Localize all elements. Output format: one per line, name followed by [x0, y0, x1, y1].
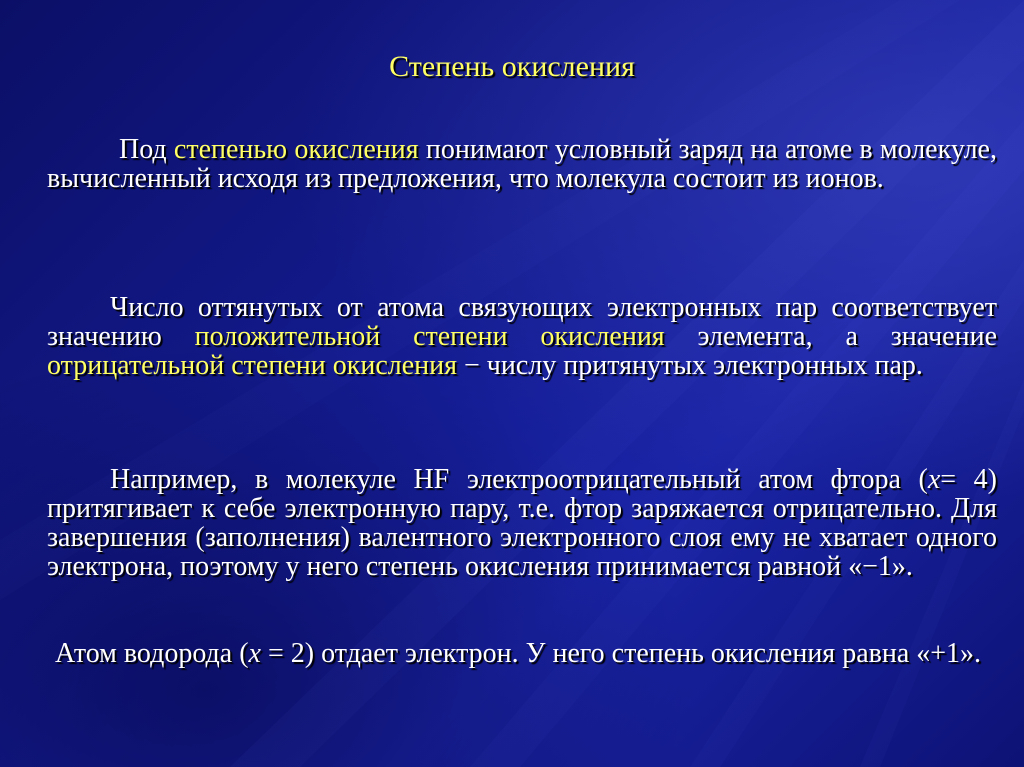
hf-example-text-1: Например, в молекуле HF электроотрицательный атом фтора (	[110, 464, 928, 495]
electron-pairs-text-3: − числу притянутых электронных пар.	[457, 350, 923, 381]
hydrogen-x: х	[248, 638, 261, 669]
electron-pairs-text-1: Число оттянутых от атома связующих электронных пар соответствует значению	[47, 292, 997, 352]
definition-text-2: понимают условный заряд на атоме в молекуле, вычисленный исходя из предложения, что молекула состоит из ионов.	[47, 134, 997, 194]
negative-oxidation-highlight: отрицательной степени окисления	[47, 350, 457, 381]
hydrogen-text-2: = 2) отдает электрон. У него степень окисления равна «+1».	[260, 638, 982, 669]
electron-pairs-text-2: элемента, а значение	[664, 321, 998, 352]
slide-title: Степень окисления	[389, 50, 635, 83]
definition-text-1: Под	[119, 134, 174, 165]
paragraph-definition	[47, 135, 997, 193]
hf-example-text-2: = 4) притягивает к себе электронную пару, т.е. фтор заряжается отрицательно. Для завершения (заполнения) валентного электронного слоя ему не хватает одного электрона, поэтому у него степень окисления принимается равной «−1».	[47, 464, 997, 582]
paragraph-hydrogen	[47, 639, 997, 668]
paragraph-electron-pairs	[47, 293, 997, 380]
paragraph-hf-example	[47, 465, 997, 581]
hf-example-x: х	[927, 464, 941, 495]
definition-highlight: степенью окисления	[173, 134, 419, 165]
positive-oxidation-highlight: положительной степени окисления	[194, 321, 665, 352]
hydrogen-text-1: Атом водорода (	[55, 638, 249, 669]
